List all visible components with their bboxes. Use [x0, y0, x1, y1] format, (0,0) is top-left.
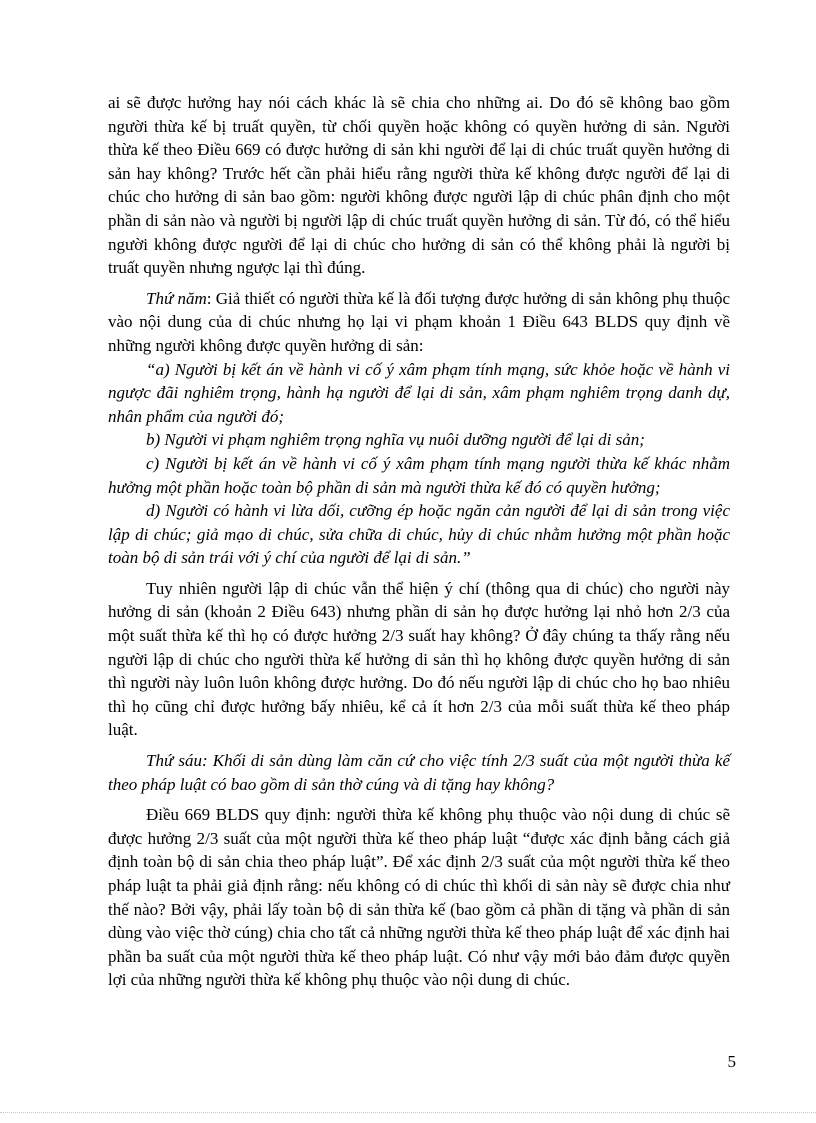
page-number: 5: [727, 1052, 736, 1071]
paragraph-article-669: Điều 669 BLDS quy định: người thừa kế không phụ thuộc vào nội dung di chúc sẽ được hưởng 2/3 suất của một người thừa kế theo pháp luật “được xác định bằng cách giả định toàn bộ di sản chia theo pháp luật”. Để xác định 2/3 suất của một người thừa kế theo pháp luật ta phải giả định rằng: nếu không có di chúc thì khối di sản này sẽ được chia như thế nào? Bởi vậy, phải lấy toàn bộ di sản thừa kế (bao gồm cả phần di tặng và phần di sản dùng vào việc thờ cúng) chia cho tất cả những người thừa kế theo pháp luật để xác định hai phần ba suất của một người thừa kế theo pháp luật. Có như vậy mới bảo đảm được quyền lợi của những người thừa kế không phụ thuộc vào nội dung di chúc.: [108, 805, 730, 990]
fifth-body: : Giả thiết có người thừa kế là đối tượng được hưởng di sản không phụ thuộc vào nội dung của di chúc nhưng họ lại vi phạm khoản 1 Điều 643 BLDS quy định về những người không được quyền hưởng di sản:: [108, 288, 730, 355]
paragraph-intro: ai sẽ được hưởng hay nói cách khác là sẽ chia cho những ai. Do đó sẽ không bao gồm người thừa kế bị truất quyền, từ chối quyền hoặc không có quyền hưởng di sản. Người thừa kế theo Điều 669 có được hưởng di sản khi người để lại di chúc truất quyền hưởng di sản hay không? Trước hết cần phải hiểu rằng người thừa kế không được người để lại di chúc cho hưởng di sản bao gồm: người không được người lập di chúc phân định cho một phần di sản nào và người bị người lập di chúc truất quyền hưởng di sản. Từ đó, có thể hiểu người không được người để lại di chúc cho hưởng di sản có thể không phải là người bị truất quyền nhưng ngược lại thì đúng.: [108, 93, 730, 278]
quote-item-b: b) Người vi phạm nghiêm trọng nghĩa vụ nuôi dưỡng người để lại di sản;: [146, 430, 645, 450]
quote-item-a: “a) Người bị kết án về hành vi cố ý xâm phạm tính mạng, sức khỏe hoặc về hành vi ngược đãi nghiêm trọng, hành hạ người để lại di sản, xâm phạm nghiêm trọng danh dự, nhân phẩm của người đó;: [108, 359, 730, 426]
paragraph-however: Tuy nhiên người lập di chúc vẫn thể hiện ý chí (thông qua di chúc) cho người này hưởng di sản (khoản 2 Điều 643) nhưng phần di sản họ được hưởng lại nhỏ hơn 2/3 của một suất thừa kế thì họ có được hưởng 2/3 suất hay không? Ở đây chúng ta thấy rằng nếu người lập di chúc cho người thừa kế hưởng di sản thì họ không được quyền hưởng di sản thì người này luôn luôn không được hưởng. Do đó nếu người lập di chúc cho họ bao nhiêu thì họ cũng chỉ được hưởng bấy nhiêu, kể cả ít hơn 2/3 của mỗi suất thừa kế theo pháp luật.: [108, 578, 730, 740]
document-body: [108, 91, 730, 992]
paragraph-fifth: [108, 287, 730, 358]
quote-item-c: c) Người bị kết án về hành vi cố ý xâm phạm tính mạng người thừa kế khác nhằm hưởng một phần hoặc toàn bộ phần di sản mà người thừa kế đó có quyền hưởng;: [108, 453, 730, 497]
fifth-heading: Thứ năm: [146, 288, 207, 308]
paragraph-sixth: Thứ sáu: Khối di sản dùng làm căn cứ cho việc tính 2/3 suất của một người thừa kế theo pháp luật có bao gồm di sản thờ cúng và di tặng hay không?: [108, 751, 730, 794]
page-bottom-rule: [0, 1112, 816, 1113]
quote-item-d: d) Người có hành vi lừa dối, cưỡng ép hoặc ngăn cản người để lại di sản trong việc lập di chúc; giả mạo di chúc, sửa chữa di chúc, hủy di chúc nhằm hưởng một phần hoặc toàn bộ di sản trái với ý chí của người để lại di sản.”: [108, 501, 730, 568]
